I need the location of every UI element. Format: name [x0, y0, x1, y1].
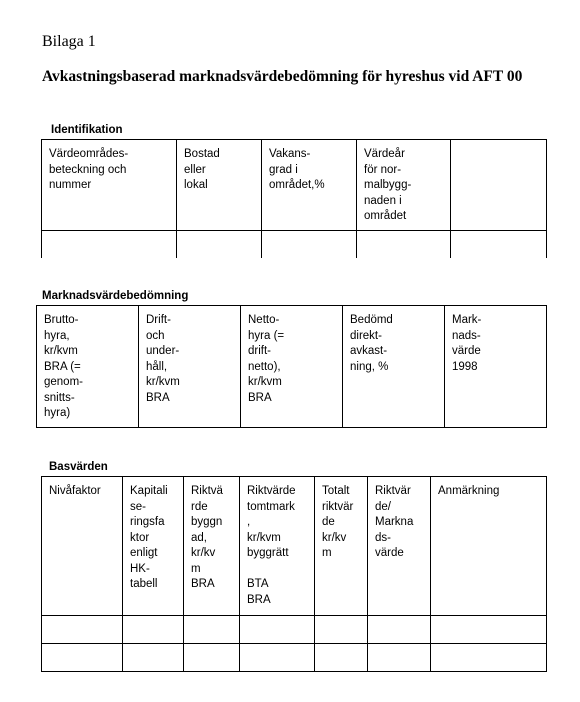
data-cell[interactable]	[368, 644, 431, 672]
header-cell: Vakans- grad i området,%	[262, 140, 357, 231]
data-cell[interactable]	[42, 231, 177, 258]
header-cell: Totalt riktvär de kr/kv m	[315, 477, 368, 616]
section-label-basvarden: Basvärden	[49, 461, 108, 473]
header-cell: Netto- hyra (= drift- netto), kr/kvm BRA	[241, 306, 343, 428]
data-cell[interactable]	[315, 616, 368, 644]
header-cell: Bedömd direkt- avkast- ning, %	[343, 306, 445, 428]
data-cell[interactable]	[123, 644, 184, 672]
data-cell[interactable]	[240, 644, 315, 672]
header-cell: Nivåfaktor	[42, 477, 123, 616]
data-cell[interactable]	[240, 616, 315, 644]
data-cell[interactable]	[123, 616, 184, 644]
section-label-identifikation: Identifikation	[51, 124, 123, 136]
header-cell: Riktvär de/ Markna ds- värde	[368, 477, 431, 616]
data-cell[interactable]	[184, 644, 240, 672]
document-label: Bilaga 1	[42, 33, 96, 50]
header-cell: Drift- och under- håll, kr/kvm BRA	[139, 306, 241, 428]
document-title: Avkastningsbaserad marknadsvärdebedömning för hyreshus vid AFT 00	[42, 68, 523, 85]
data-cell[interactable]	[184, 616, 240, 644]
header-cell	[451, 140, 547, 231]
header-cell: Värdeområdes- beteckning och nummer	[42, 140, 177, 231]
header-cell: Kapitali se- ringsfa ktor enligt HK- tabell	[123, 477, 184, 616]
header-cell: Bostad eller lokal	[177, 140, 262, 231]
data-cell[interactable]	[431, 644, 547, 672]
header-cell: Riktvä rde byggn ad, kr/kv m BRA	[184, 477, 240, 616]
section-label-marknadsvardebedomning: Marknadsvärdebedömning	[42, 290, 189, 302]
basvarden-table	[41, 476, 547, 672]
header-cell: Brutto- hyra, kr/kvm BRA (= genom- snitts- hyra)	[37, 306, 139, 428]
data-cell[interactable]	[368, 616, 431, 644]
data-cell[interactable]	[177, 231, 262, 258]
header-cell: Anmärkning	[431, 477, 547, 616]
header-cell: Riktvärde tomtmark , kr/kvm byggrätt BTA BRA	[240, 477, 315, 616]
data-cell[interactable]	[42, 644, 123, 672]
data-cell[interactable]	[262, 231, 357, 258]
identifikation-table	[41, 139, 547, 258]
data-cell[interactable]	[357, 231, 451, 258]
data-cell[interactable]	[431, 616, 547, 644]
header-cell: Mark- nads- värde 1998	[445, 306, 547, 428]
header-cell: Värdeår för nor- malbygg- naden i området	[357, 140, 451, 231]
data-cell[interactable]	[42, 616, 123, 644]
data-cell[interactable]	[315, 644, 368, 672]
marknadsvardebedomning-table	[36, 305, 547, 428]
data-cell[interactable]	[451, 231, 547, 258]
